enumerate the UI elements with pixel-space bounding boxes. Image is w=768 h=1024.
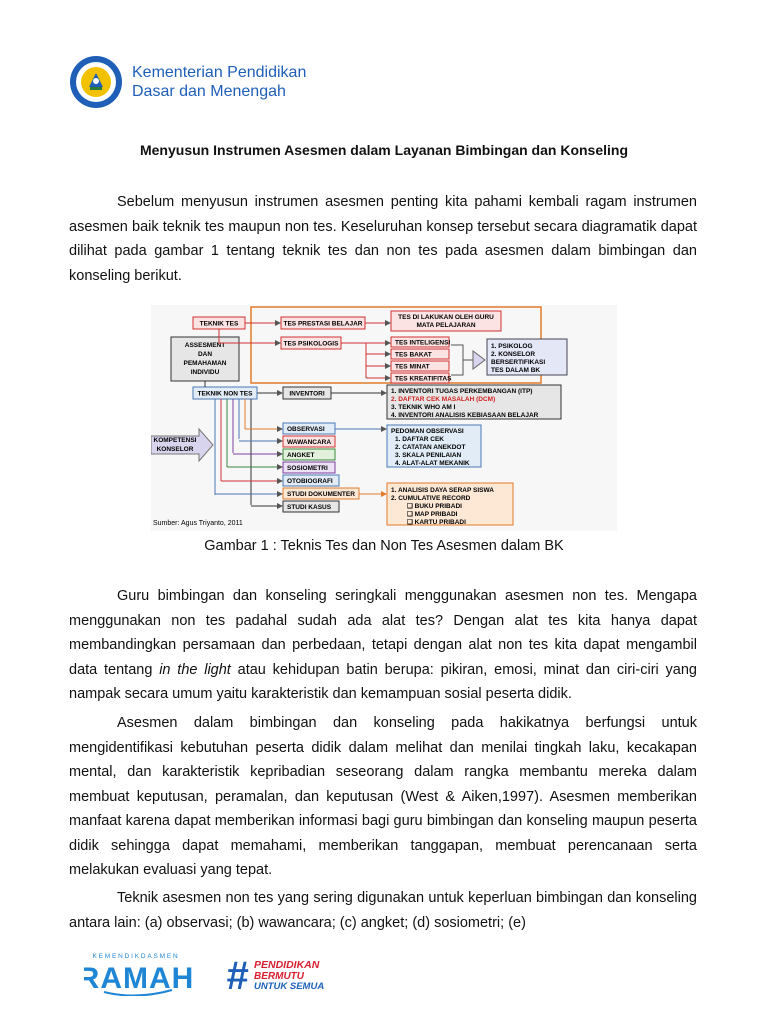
studi-dokumenter-box: STUDI DOKUMENTER	[287, 491, 355, 498]
assesment-line3: PEMAHAMAN	[183, 360, 227, 367]
pedoman-item1: 1. DAFTAR CEK	[395, 436, 444, 443]
ministry-name-line2: Dasar dan Menengah	[132, 83, 286, 100]
ramah-text: RAMAH	[84, 962, 194, 995]
para2-text-a: Guru bimbingan dan konseling seringkali menggunakan asesmen non tes. Mengapa menggunakan non tes padahal sudah ada alat tes? Dengan alat tes kita hanya dapat membandingkan persamaan dan perbedaan, tetapi dengan alat non tes kita dapat mengambil data tentang	[69, 588, 697, 678]
paragraph-fungsi-asesmen: Asesmen dalam bimbingan dan konseling pada hakikatnya berfungsi untuk mengidentifikasi kebutuhan peserta didik dalam melihat dan menilai tingkah laku, kecakapan mental, dan karakteristik kepribadian seseorang dalam rangka membantu mereka dalam membuat keputusan, peramalan, dan keputusan (West & Aiken,1997). Asesmen memberikan manfaat karena dapat memberikan informasi bagi guru bimbingan dan konseling maupun peserta didik sehingga dapat memahami, memberikan tanggapan, membuat perencanaan serta melakukan evaluasi yang tepat.	[69, 715, 697, 878]
analisis-item2: 2. CUMULATIVE RECORD	[391, 495, 471, 502]
pedoman-title: PEDOMAN OBSERVASI	[391, 428, 464, 435]
inventori-item3: 3. TEKNIK WHO AM I	[391, 404, 456, 411]
ramah-logo	[84, 950, 194, 1001]
analisis-item4: ❑ MAP PRIBADI	[407, 511, 458, 518]
teknik-non-tes-box: TEKNIK NON TES	[197, 390, 253, 398]
assesment-line2: DAN	[197, 351, 213, 358]
psikolog-line1: 1. PSIKOLOG	[491, 343, 533, 350]
analisis-item3: ❑ BUKU PRIBADI	[407, 503, 462, 510]
assessment-diagram	[151, 305, 617, 531]
assesment-line4: INDIVIDU	[190, 369, 220, 376]
inventori-item2: 2. DAFTAR CEK MASALAH (DCM)	[391, 396, 496, 403]
pedoman-item3: 3. SKALA PENILAIAN	[395, 452, 462, 459]
ramah-small-text: KEMENDIKDASMEN	[92, 953, 180, 960]
figure-caption: Gambar 1 : Teknis Tes dan Non Tes Asesmen dalam BK	[204, 538, 564, 554]
sosiometri-box: SOSIOMETRI	[287, 465, 328, 472]
analisis-item1: 1. ANALISIS DAYA SERAP SISWA	[391, 487, 494, 494]
wawancara-box: WAWANCARA	[287, 439, 332, 446]
psikolog-line4: TES DALAM BK	[491, 367, 541, 374]
figure-source: Sumber: Agus Triyanto, 2011	[153, 520, 243, 527]
tut-wuri-handayani-logo	[70, 56, 122, 108]
pb-line3: UNTUK SEMUA	[254, 981, 325, 992]
tes-prestasi-box: TES PRESTASI BELAJAR	[283, 320, 363, 328]
inventori-item4: 4. INVENTORI ANALISIS KEBIASAAN BELAJAR	[391, 412, 539, 419]
studi-kasus-box: STUDI KASUS	[287, 504, 332, 511]
psikolog-line3: BERSERTIFIKASI	[491, 359, 546, 366]
psikolog-line2: 2. KONSELOR	[491, 351, 536, 358]
page-title: Menyusun Instrumen Asesmen dalam Layanan Bimbingan dan Konseling	[139, 142, 629, 158]
tes-inteligensi-box: TES INTELIGENSI	[395, 339, 451, 347]
pedoman-item4: 4. ALAT-ALAT MEKANIK	[395, 460, 470, 467]
kompetensi-line2: KONSELOR	[156, 446, 194, 453]
para2-italic: in the light	[159, 661, 231, 678]
paragraph-teknik-non-tes: Teknik asesmen non tes yang sering digunakan untuk keperluan bimbingan dan konseling antara lain: (a) observasi; (b) wawancara; (c) angket; (d) sosiometri; (e)	[69, 890, 697, 931]
hashtag-icon: #	[226, 955, 249, 995]
paragraph-non-tes	[69, 584, 697, 707]
kompetensi-line1: KOMPETENSI	[153, 437, 197, 444]
inventori-item1: 1. INVENTORI TUGAS PERKEMBANGAN (ITP)	[391, 388, 533, 395]
inventori-box: INVENTORI	[289, 390, 325, 398]
dilakukan-line2: MATA PELAJARAN	[416, 322, 476, 329]
dilakukan-line1: TES DI LAKUKAN OLEH GURU	[398, 314, 494, 321]
teknik-tes-box: TEKNIK TES	[199, 320, 239, 328]
para2-text-b: atau kehidupan batin berupa: pikiran, emosi, minat dan ciri-ciri yang nampak secara umum yaitu karakteristik dan kemampuan sosial peserta didik.	[69, 661, 697, 702]
ministry-header	[70, 56, 306, 108]
pb-line2: BERMUTU	[254, 971, 304, 982]
assesment-line1: ASSESMENT	[184, 342, 226, 349]
intro-paragraph: Sebelum menyusun instrumen asesmen penting kita pahami kembali ragam instrumen asesmen baik teknik tes maupun non tes. Keseluruhan konsep tersebut secara diagramatik dapat dilihat pada gambar 1 tentang teknik tes dan non tes pada asesmen dalam bimbingan dan konseling berikut.	[69, 194, 697, 284]
otobiografi-box: OTOBIOGRAFI	[287, 478, 333, 485]
tes-minat-box: TES MINAT	[395, 363, 430, 371]
tes-bakat-box: TES BAKAT	[395, 351, 432, 359]
pb-line1: PENDIDIKAN	[254, 959, 320, 971]
tes-kreatifitas-box: TES KREATIFITAS	[395, 375, 452, 383]
analisis-item5: ❑ KARTU PRIBADI	[407, 519, 466, 526]
pendidikan-bermutu-logo	[226, 955, 346, 1000]
observasi-box: OBSERVASI	[287, 426, 325, 433]
angket-box: ANGKET	[287, 452, 315, 459]
pedoman-item2: 2. CATATAN ANEKDOT	[395, 444, 466, 451]
ministry-name-line1: Kementerian Pendidikan	[132, 64, 307, 81]
tes-psikologis-box: TES PSIKOLOGIS	[283, 340, 339, 348]
